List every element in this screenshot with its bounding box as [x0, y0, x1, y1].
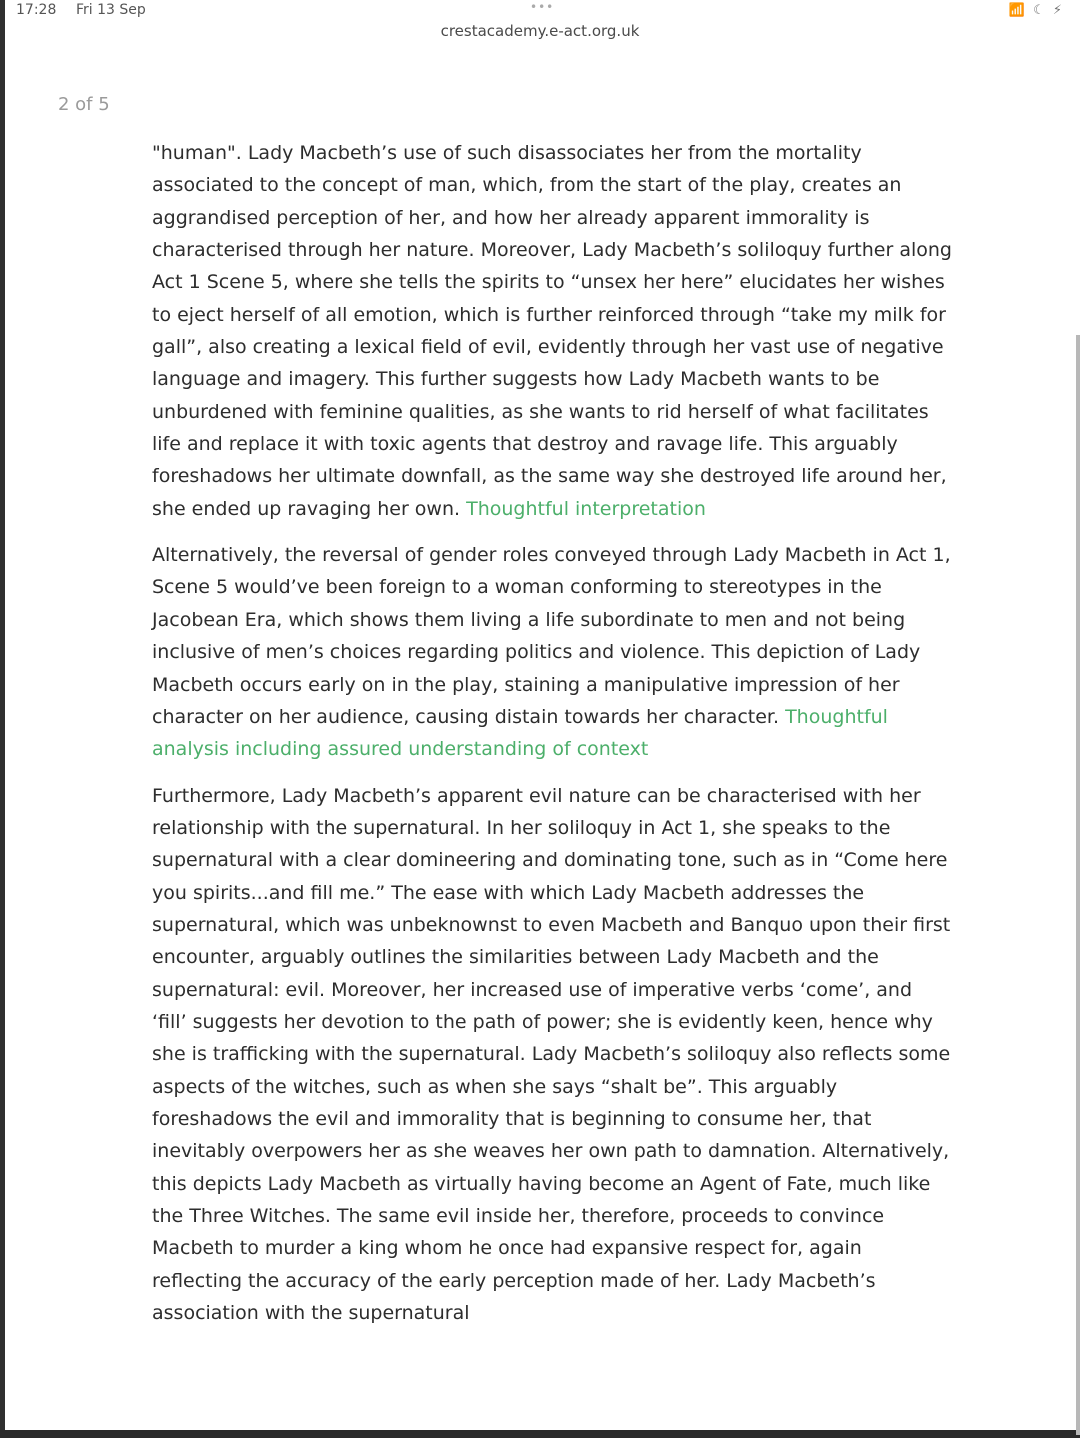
scrollbar[interactable]: [1076, 335, 1080, 1435]
battery-icon: ⚡: [1052, 3, 1064, 18]
paragraph-1: [152, 137, 952, 525]
teacher-comment: Thoughtful analysis including assured understanding of context: [152, 705, 888, 761]
device-frame-left: [0, 0, 5, 1438]
paragraph-text: "human". Lady Macbeth’s use of such disassociates her from the mortality associated to the concept of man, which, from the start of the play, creates an aggrandised perception of her, and how her already apparent immorality is characterised through her nature. Moreover, Lady Macbeth’s soliloquy further along Act 1 Scene 5, where she tells the spirits to “unsex her here” elucidates her wishes to eject herself of all emotion, which is further reinforced through “take my milk for gall”, also creating a lexical field of evil, evidently through her vast use of negative language and imagery. This further suggests how Lady Macbeth wants to be unburdened with feminine qualities, as she wants to rid herself of what facilitates life and replace it with toxic agents that destroy and ravage life. This arguably foreshadows her ultimate downfall, as the same way she destroyed life around her, she ended up ravaging her own.: [152, 142, 952, 520]
status-time: 17:28: [16, 2, 57, 18]
document-page: [152, 137, 952, 1343]
device-frame-bottom: [0, 1430, 1080, 1438]
teacher-comment: Thoughtful interpretation: [466, 497, 706, 520]
wifi-icon: 📶: [1008, 3, 1027, 18]
paragraph-2: [152, 539, 952, 765]
multitasking-dots-icon[interactable]: •••: [530, 0, 555, 14]
paragraph-3: [152, 780, 952, 1330]
url-bar[interactable]: crestacademy.e-act.org.uk: [440, 22, 640, 40]
paragraph-text: Furthermore, Lady Macbeth’s apparent evil nature can be characterised with her relationship with the supernatural. In her soliloquy in Act 1, she speaks to the supernatural with a clear domineering and dominating tone, such as in “Come here you spirits...and fill me.” The ease with which Lady Macbeth addresses the supernatural, which was unbeknownst to even Macbeth and Banquo upon their first encounter, arguably outlines the similarities between Lady Macbeth and the supernatural: evil. Moreover, her increased use of imperative verbs ‘come’, and ‘fill’ suggests her devotion to the path of power; she is evidently keen, hence why she is trafficking with the supernatural. Lady Macbeth’s soliloquy also reflects some aspects of the witches, such as when she says “shalt be”. This arguably foreshadows the evil and immorality that is beginning to consume her, that inevitably overpowers her as she weaves her own path to damnation. Alternatively, this depicts Lady Macbeth as virtually having become an Agent of Fate, much like the Three Witches. The same evil inside her, therefore, proceeds to convince Macbeth to murder a king whom he once had expansive respect for, again reflecting the accuracy of the early perception made of her. Lady Macbeth’s association with the supernatural: [152, 784, 951, 1325]
paragraph-text: Alternatively, the reversal of gender roles conveyed through Lady Macbeth in Act 1, Scene 5 would’ve been foreign to a woman conforming to stereotypes in the Jacobean Era, which shows them living a life subordinate to men and not being inclusive of men’s choices regarding politics and violence. This depiction of Lady Macbeth occurs early on in the play, staining a manipulative impression of her character on her audience, causing distain towards her character.: [152, 544, 951, 728]
status-icons: [1009, 3, 1064, 18]
moon-icon: ☾: [1033, 3, 1047, 18]
page-indicator: 2 of 5: [58, 94, 110, 115]
status-date: Fri 13 Sep: [76, 2, 146, 18]
